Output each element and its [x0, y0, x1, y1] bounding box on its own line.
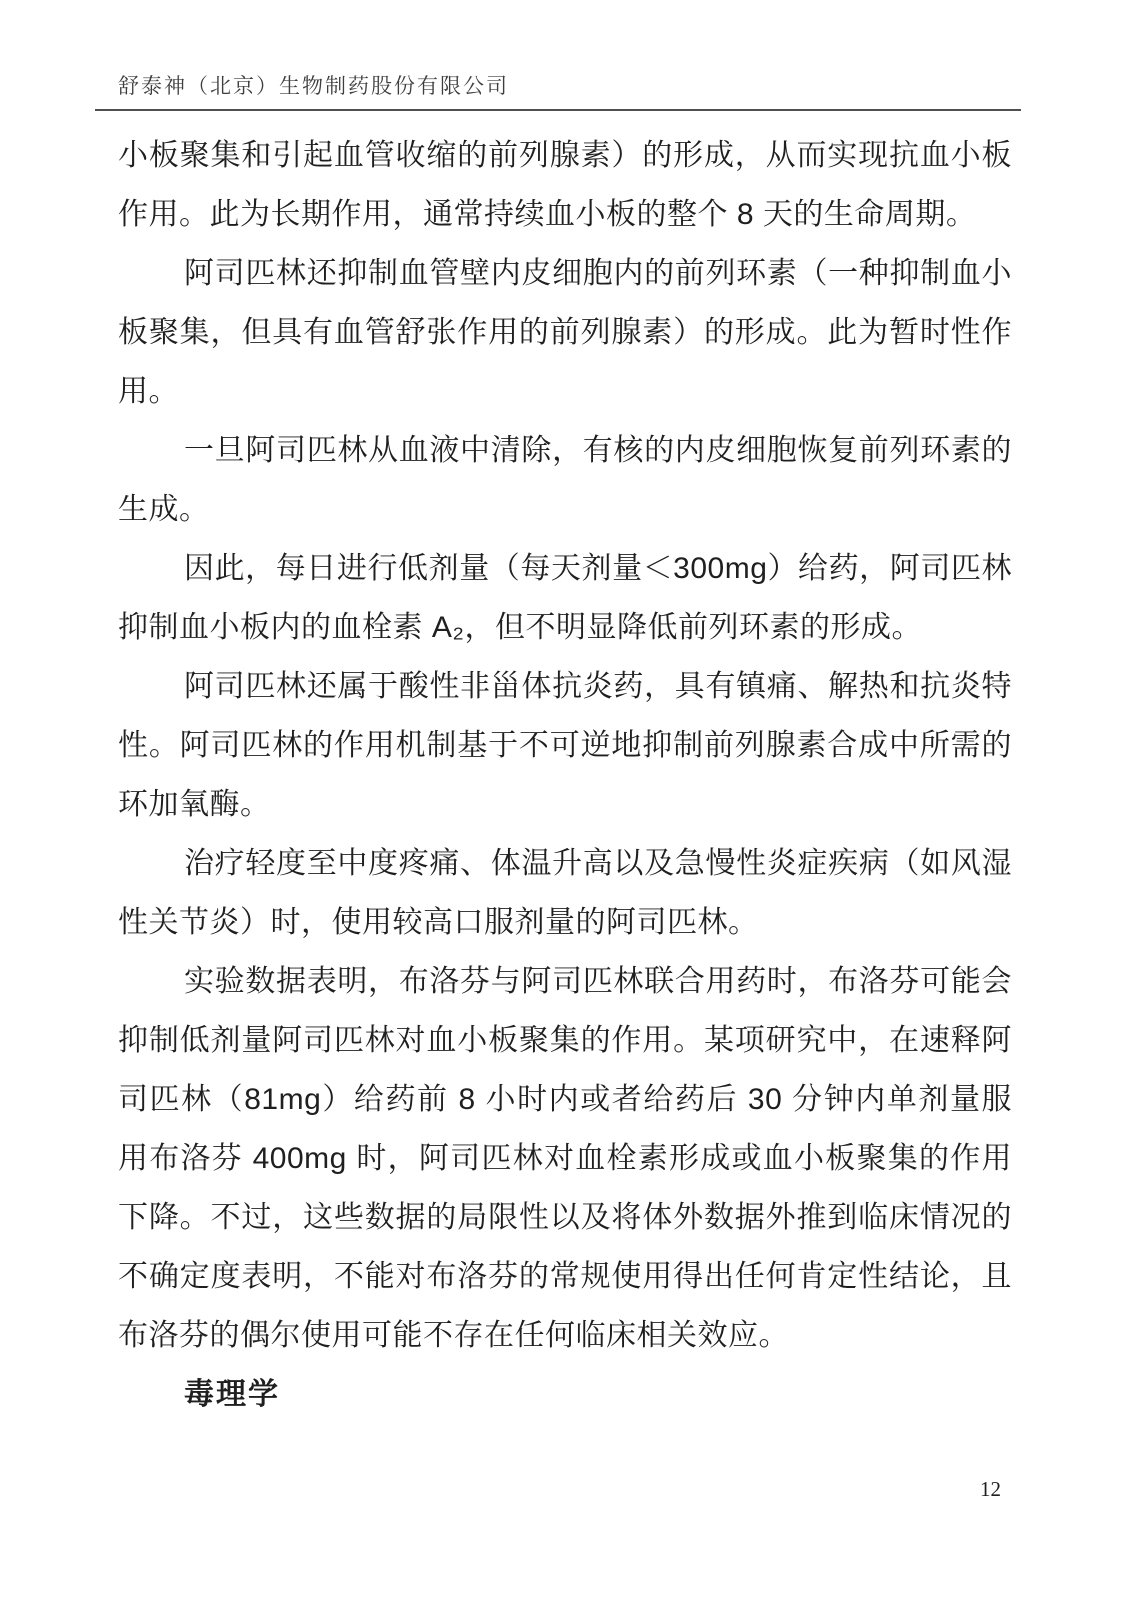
company-name: 舒泰神（北京）生物制药股份有限公司 — [118, 75, 509, 98]
paragraph: 治疗轻度至中度疼痛、体温升高以及急慢性炎症疾病（如风湿性关节炎）时，使用较高口服剂量的阿司匹林。 — [118, 847, 1012, 939]
paragraph-continuation: 小板聚集和引起血管收缩的前列腺素）的形成，从而实现抗血小板作用。此为长期作用，通常持续血小板的整个 8 天的生命周期。 — [118, 139, 1012, 231]
document-header — [95, 70, 1021, 111]
paragraph: 阿司匹林还抑制血管壁内皮细胞内的前列环素（一种抑制血小板聚集，但具有血管舒张作用的前列腺素）的形成。此为暂时性作用。 — [118, 257, 1012, 408]
paragraph: 实验数据表明，布洛芬与阿司匹林联合用药时，布洛芬可能会抑制低剂量阿司匹林对血小板聚集的作用。某项研究中，在速释阿司匹林（81mg）给药前 8 小时内或者给药后 30 分钟内单剂量服用布洛芬 400mg 时，阿司匹林对血栓素形成或血小板聚集的作用下降。不过，这些数据的局限性以及将体外数据外推到临床情况的不确定度表明，不能对布洛芬的常规使用得出任何肯定性结论，且布洛芬的偶尔使用可能不存在任何临床相关效应。 — [118, 965, 1012, 1352]
section-heading-toxicology: 毒理学 — [184, 1378, 280, 1411]
paragraph: 阿司匹林还属于酸性非甾体抗炎药，具有镇痛、解热和抗炎特性。阿司匹林的作用机制基于不可逆地抑制前列腺素合成中所需的环加氧酶。 — [118, 670, 1012, 821]
paragraph: 因此，每日进行低剂量（每天剂量＜300mg）给药，阿司匹林抑制血小板内的血栓素 A₂，但不明显降低前列环素的形成。 — [118, 552, 1012, 644]
page-number: 12 — [980, 1477, 1001, 1501]
paragraph: 一旦阿司匹林从血液中清除，有核的内皮细胞恢复前列环素的生成。 — [118, 434, 1012, 526]
document-body — [118, 126, 1012, 1424]
